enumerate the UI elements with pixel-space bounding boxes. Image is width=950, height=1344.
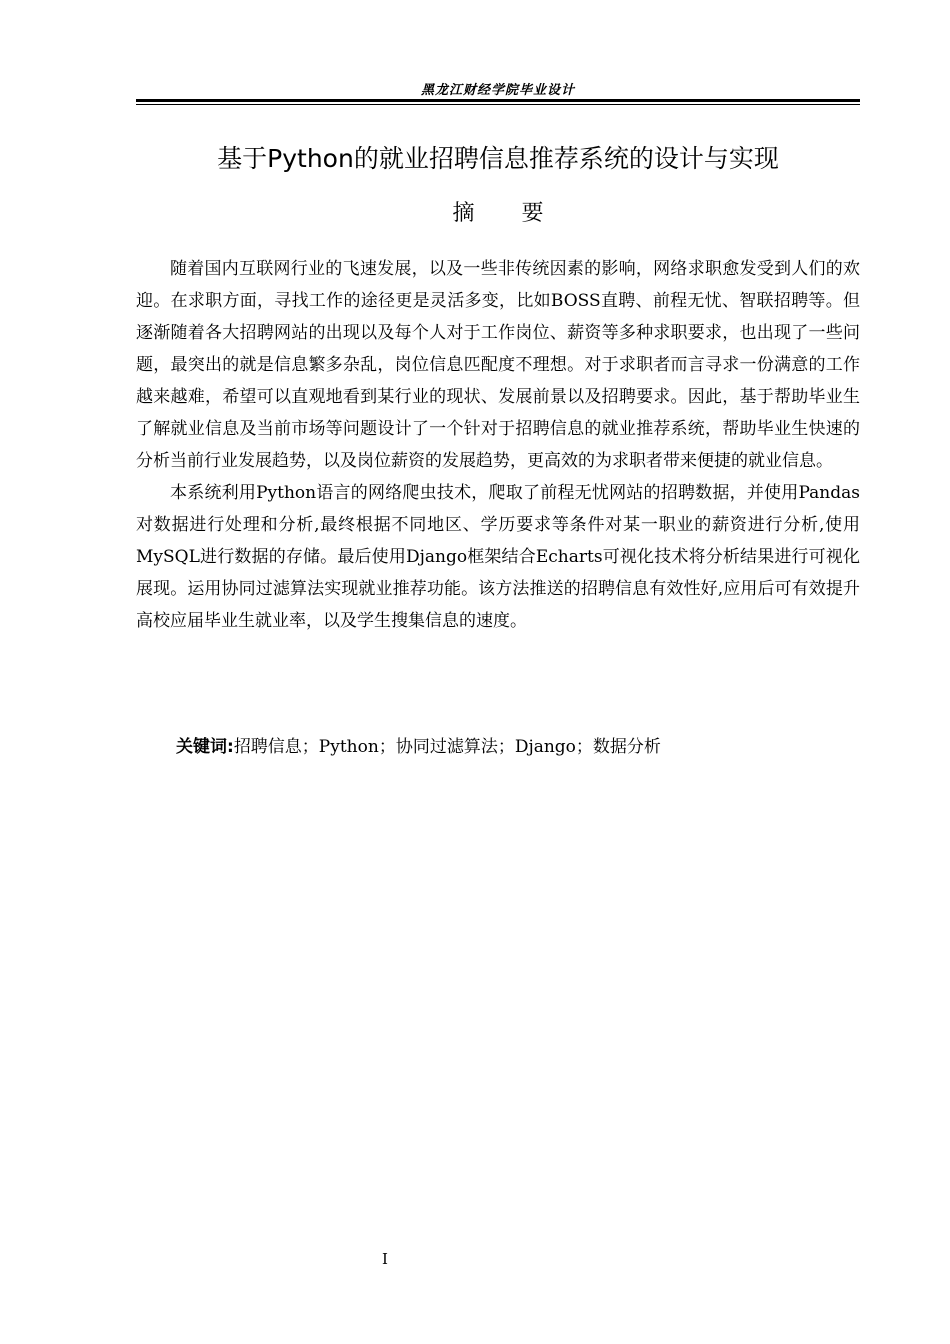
keywords-text: 招聘信息；Python；协同过滤算法；Django；数据分析 — [233, 737, 661, 757]
keywords-label: 关键词: — [176, 737, 234, 757]
running-header: 黑龙江财经学院毕业设计 — [420, 83, 575, 98]
header-rule-thin — [136, 104, 860, 105]
keywords-line — [176, 732, 860, 762]
thesis-title: 基于Python的就业招聘信息推荐系统的设计与实现 — [217, 144, 779, 173]
page-number: I — [382, 1250, 388, 1268]
abstract-paragraph-2: 本系统利用Python语言的网络爬虫技术，爬取了前程无忧网站的招聘数据，并使用Pandas对数据进行处理和分析,最终根据不同地区、学历要求等条件对某一职业的薪资进行分析,使用MySQL进行数据的存储。最后使用Django框架结合Echarts可视化技术将分析结果进行可视化展现。运用协同过滤算法实现就业推荐功能。该方法推送的招聘信息有效性好,应用后可有效提升高校应届毕业生就业率，以及学生搜集信息的速度。 — [136, 483, 860, 631]
header-rule-thick — [136, 99, 860, 102]
abstract-body — [136, 253, 860, 637]
abstract-paragraph-1: 随着国内互联网行业的飞速发展，以及一些非传统因素的影响，网络求职愈发受到人们的欢迎。在求职方面，寻找工作的途径更是灵活多变，比如BOSS直聘、前程无忧、智联招聘等。但逐渐随着各大招聘网站的出现以及每个人对于工作岗位、薪资等多种求职要求，也出现了一些问题，最突出的就是信息繁多杂乱，岗位信息匹配度不理想。对于求职者而言寻求一份满意的工作越来越难，希望可以直观地看到某行业的现状、发展前景以及招聘要求。因此，基于帮助毕业生了解就业信息及当前市场等问题设计了一个针对于招聘信息的就业推荐系统，帮助毕业生快速的分析当前行业发展趋势，以及岗位薪资的发展趋势，更高效的为求职者带来便捷的就业信息。 — [136, 259, 860, 471]
abstract-heading: 摘 要 — [452, 201, 544, 226]
